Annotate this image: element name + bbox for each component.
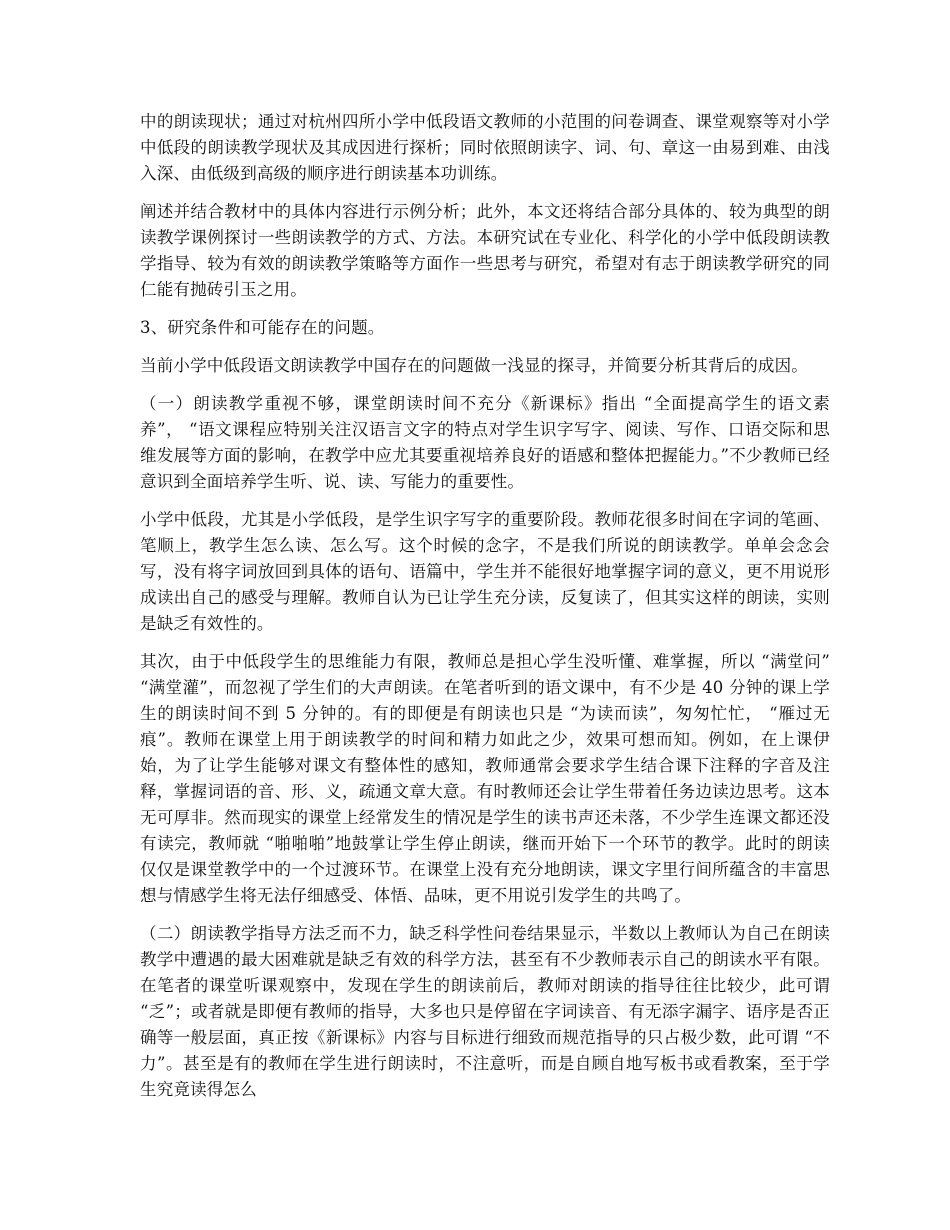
paragraph: （一）朗读教学重视不够，课堂朗读时间不充分《新课标》指出 “全面提高学生的语文素养”， “语文课程应特别关注汉语言文字的特点对学生识字写字、阅读、写作、口语交际和思维发展等方面的影响，在教学中应尤其要重视培养良好的语感和整体把握能力。”不少教师已经意识到全面培养学生听、说、读、写能力的重要性。 xyxy=(140,394,830,491)
paragraph: 中的朗读现状；通过对杭州四所小学中低段语文教师的小范围的问卷调查、课堂观察等对小学中低段的朗读教学现状及其成因进行探析；同时依照朗读字、词、句、章这一由易到难、由浅入深、由低级到高级的顺序进行朗读基本功训练。 xyxy=(140,112,830,183)
paragraph: 当前小学中低段语文朗读教学中国存在的问题做一浅显的探寻，并简要分析其背后的成因。 xyxy=(140,356,808,375)
paragraph: 其次，由于中低段学生的思维能力有限，教师总是担心学生没听懂、难掌握，所以 “满堂问” “满堂灌”，而忽视了学生们的大声朗读。在笔者听到的语文课中，有不少是 40 分钟的课上学生的朗读时间不到 5 分钟的。有的即便是有朗读也只是 “为读而读”，匆匆忙忙， “雁过无痕”。教师在课堂上用于朗读教学的时间和精力如此之少，效果可想而知。例如，在上课伊始，为了让学生能够对课文有整体性的感知，教师通常会要求学生结合课下注释的字音及注释，掌握词语的音、形、义，疏通文章大意。有时教师还会让学生带着任务边读边思考。这本无可厚非。然而现实的课堂上经常发生的情况是学生的读书声还未落，不少学生连课文都还没有读完，教师就 “啪啪啪”地鼓掌让学生停止朗读，继而开始下一个环节的教学。此时的朗读仅仅是课堂教学中的一个过渡环节。在课堂上没有充分地朗读，课文字里行间所蕴含的丰富思想与情感学生将无法仔细感受、体悟、品味，更不用说引发学生的共鸣了。 xyxy=(140,652,830,905)
paragraph: 阐述并结合教材中的具体内容进行示例分析；此外，本文还将结合部分具体的、较为典型的朗读教学课例探讨一些朗读教学的方式、方法。本研究试在专业化、科学化的小学中低段朗读教学指导、较为有效的朗读教学策略等方面作一些思考与研究，希望对有志于朗读教学研究的同仁能有抛砖引玉之用。 xyxy=(140,202,830,299)
paragraph: 小学中低段，尤其是小学低段，是学生识字写字的重要阶段。教师花很多时间在字词的笔画、笔顺上，教学生怎么读、怎么写。这个时候的念字，不是我们所说的朗读教学。单单会念会写，没有将字词放回到具体的语句、语篇中，学生并不能很好地掌握字词的意义，更不用说形成读出自己的感受与理解。教师自认为已让学生充分读，反复读了，但其实这样的朗读，实则是缺乏有效性的。 xyxy=(140,510,830,633)
paragraph: （二）朗读教学指导方法乏而不力，缺乏科学性问卷结果显示，半数以上教师认为自己在朗读教学中遭遇的最大困难就是缺乏有效的科学方法，甚至有不少教师表示自己的朗读水平有限。在笔者的课堂听课观察中，发现在学生的朗读前后，教师对朗读的指导往往比较少，此可谓 “乏”；或者就是即便有教师的指导，大多也只是停留在字词读音、有无添字漏字、语序是否正确等一般层面，真正按《新课标》内容与目标进行细致而规范指导的只占极少数，此可谓 “不力”。甚至是有的教师在学生进行朗读时，不注意听，而是自顾自地写板书或看教案，至于学生究竟读得怎么 xyxy=(140,924,830,1099)
section-heading: 3、研究条件和可能存在的问题。 xyxy=(140,318,385,337)
